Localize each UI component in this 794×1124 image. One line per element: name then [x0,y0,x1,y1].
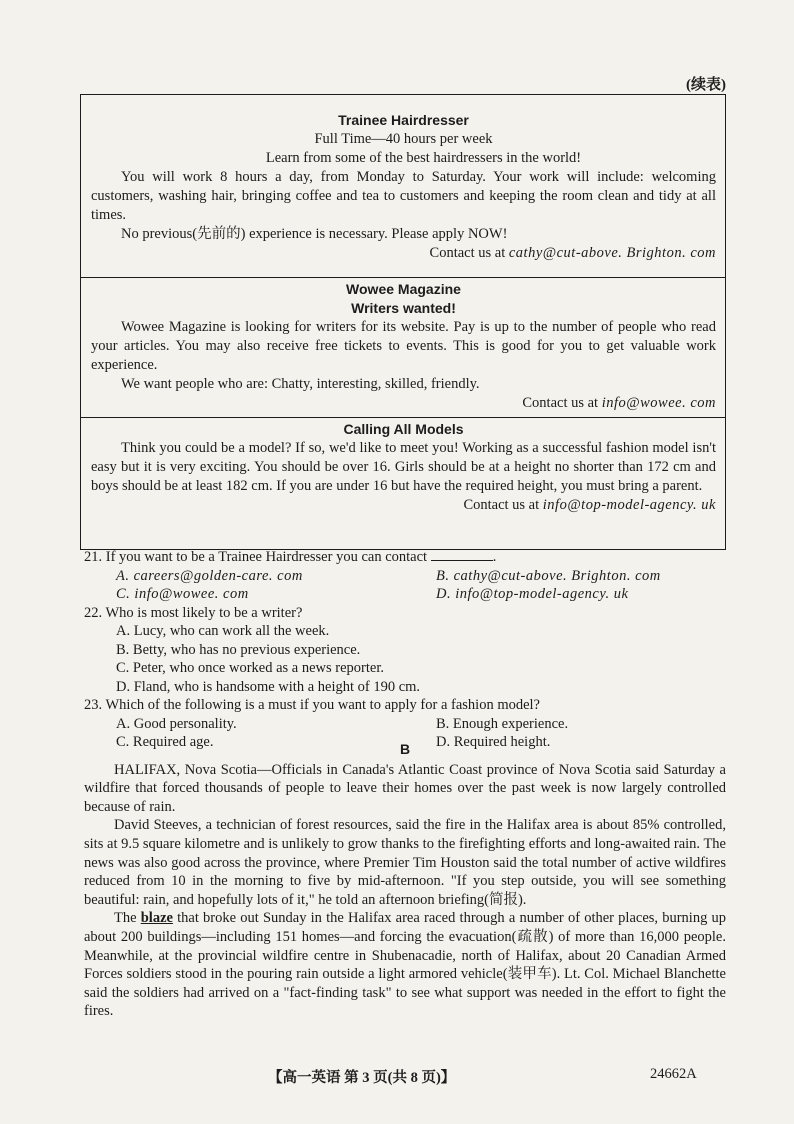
option-b: B. cathy@cut-above. Brighton. com [436,567,661,584]
question-stem: 21. If you want to be a Trainee Hairdresser you can contact [84,549,428,565]
ad-subtitle: Full Time—40 hours per week [314,131,493,147]
underlined-word-blaze: blaze [140,910,173,927]
option-a: A. Lucy, who can work all the week. [116,623,330,639]
option-c: C. Required age. [116,734,214,750]
option-a: A. Good personality. [116,715,237,732]
paragraph-2: David Steeves, a technician of forest resources, said the fire in the Halifax area is about 85% controlled, sits at 9.5 square kilometre and is unlikely to grow thanks to the firefighting efforts and long-awaited rain. The news was also good across the province, where Premier Tim Houston said the total number of active wildfires reduced from 10 in the morning to five by mid-afternoon. "If you step outside, you will see something beautiful: rain, and hopefully lots of it," he told an afternoon briefing(简报). [84,817,726,908]
ad-body: You will work 8 hours a day, from Monday to Saturday. Your work will include: welcoming customers, washing hair, bringing coffee and tea to customers and keeping the room clean and tidy at all times. [91,169,716,223]
ad-body: Wowee Magazine is looking for writers for its website. Pay is up to the number of people who read your articles. You may also receive free tickets to events. This is good for you to get valuable work experience. [91,319,716,373]
option-b: B. Enough experience. [436,715,569,732]
ad-extra: No previous(先前的) experience is necessary. Please apply NOW! [121,226,508,242]
ad-contact [91,244,716,263]
question-22 [84,604,724,697]
ad-title: Calling All Models [343,421,464,437]
option-c: C. Peter, who once worked as a news reporter. [116,660,384,676]
option-d: D. info@top-model-agency. uk [436,586,629,602]
questions-section [84,546,724,752]
option-c: C. info@wowee. com [116,586,249,602]
question-stem: 23. Which of the following is a must if you want to apply for a fashion model? [84,697,540,713]
footer-page-info: 【高一英语 第 3 页(共 8 页)】 [268,1070,456,1086]
paragraph-3 [84,909,726,1021]
ad-wowee-magazine [81,277,725,417]
continued-label: (续表) [686,77,726,93]
option-d: D. Required height. [436,734,551,750]
question-stem: 22. Who is most likely to be a writer? [84,604,303,621]
contact-email: cathy@cut-above. Brighton. com [508,245,716,261]
contact-prefix: Contact us at [463,497,543,513]
ad-contact [91,496,716,515]
option-b: B. Betty, who has no previous experience. [116,641,361,658]
contact-email: info@top-model-agency. uk [542,497,716,513]
paragraph-3-start: The [114,910,141,927]
ad-contact [91,394,716,413]
ad-tagline: Learn from some of the best hairdressers in the world! [265,150,582,166]
footer-code: 24662A [650,1066,697,1082]
ad-title: Wowee Magazine [346,281,461,297]
ad-extra: We want people who are: Chatty, interesting, skilled, friendly. [121,376,480,392]
ad-calling-all-models [81,417,725,549]
ad-trainee-hairdresser [81,111,725,279]
paragraph-3-rest: that broke out Sunday in the Halifax area raced through a number of other places, burning up about 200 buildings—including 151 homes—and forcing the evacuation(疏散) of more than 16,000 people. Meanwhile, at the provincial wildfire centre in Shubenacadie, north of Halifax, about 20 Canadian Armed Forces soldiers stood in the pouring rain outside a light armored vehicle(装甲车). Lt. Col. Michael Blanchette said the soldiers had arrived on a "fact-finding task" to see what support was needed in the effort to fight the fires. [84,910,727,1020]
answer-blank [431,546,493,561]
paragraph-1: HALIFAX, Nova Scotia—Officials in Canada's Atlantic Coast province of Nova Scotia said Saturday a wildfire that forced thousands of people to leave their homes over the past week is now largely controlled because of rain. [84,761,726,815]
ad-title: Trainee Hairdresser [338,112,469,128]
contact-prefix: Contact us at [522,395,602,411]
option-d: D. Fland, who is handsome with a height of 190 cm. [116,678,421,695]
contact-prefix: Contact us at [429,245,509,261]
section-heading: B [399,741,411,757]
ads-box [80,94,726,550]
ad-subtitle: Writers wanted! [351,300,456,316]
contact-email: info@wowee. com [601,395,716,411]
option-a: A. careers@golden-care. com [116,567,303,584]
question-21: 21. If you want to be a Trainee Hairdresser you can contact . A. careers@golden-care. com B. cathy@cut-above. Brighton. com C. info@wowee. com D. info@top-model-agency. uk [84,546,724,604]
passage-b [84,740,726,1021]
ad-body: Think you could be a model? If so, we'd like to meet you! Working as a successful fashion model isn't easy but it is very exciting. You should be over 16. Girls should be at a height no shorter than 172 cm and boys should be at least 182 cm. If you are under 16 but have the required height, you must bring a parent. [91,440,716,494]
